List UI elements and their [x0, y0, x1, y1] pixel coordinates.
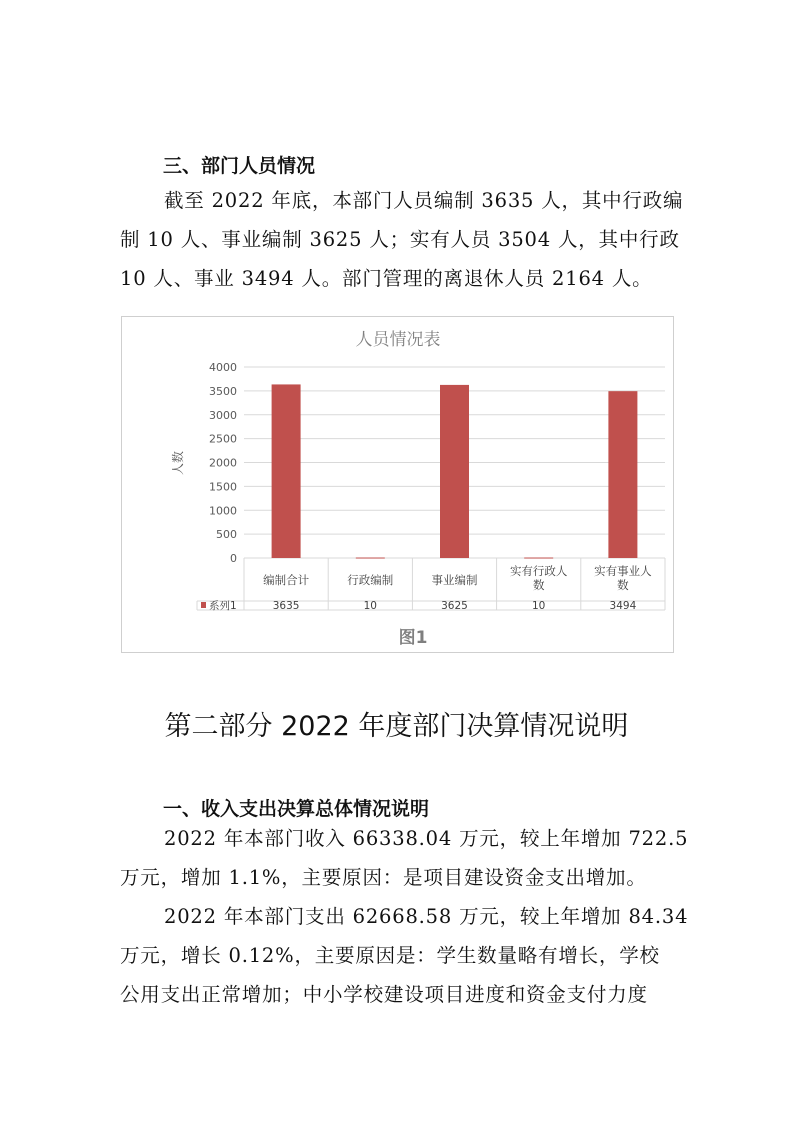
part-title: 第二部分 2022 年度部门决算情况说明	[164, 711, 629, 742]
text-line: 2022 年本部门支出 62668.58 万元，较上年增加 84.34	[164, 905, 689, 928]
data-table-value: 3635	[272, 600, 300, 612]
data-table-value: 10	[532, 600, 546, 612]
y-tick-label: 500	[216, 528, 237, 542]
y-axis-label: 人数	[171, 450, 185, 476]
bar	[356, 558, 385, 559]
category-label: 行政编制	[347, 573, 394, 587]
y-tick-label: 0	[230, 552, 237, 565]
legend-key	[201, 602, 206, 608]
legend-series-name: 系列1	[209, 600, 237, 612]
category-label: 编制合计	[263, 573, 310, 587]
y-tick-label: 3500	[209, 384, 237, 398]
section-heading-personnel: 三、部门人员情况	[163, 155, 316, 177]
data-table-value: 10	[363, 600, 377, 612]
y-tick-label: 2500	[209, 432, 237, 446]
category-label: 事业编制	[431, 573, 478, 587]
bar	[608, 391, 637, 558]
data-table-value: 3625	[441, 600, 468, 612]
y-tick-label: 1000	[209, 504, 237, 518]
personnel-paragraph	[120, 181, 683, 298]
expense-paragraph	[120, 897, 688, 1014]
category-label: 数	[532, 578, 545, 592]
text-line: 10 人、事业 3494 人。部门管理的离退休人员 2164 人。	[120, 267, 653, 290]
y-tick-label: 4000	[209, 361, 237, 374]
text-line: 制 10 人、事业编制 3625 人；实有人员 3504 人，其中行政	[120, 228, 680, 251]
category-label: 实有行政人	[509, 564, 568, 578]
chart-caption: 图1	[398, 628, 428, 648]
personnel-chart	[121, 316, 674, 653]
income-paragraph	[120, 819, 688, 897]
bar	[524, 558, 553, 559]
bar	[272, 384, 301, 558]
bar	[440, 385, 469, 558]
y-tick-label: 1500	[209, 480, 237, 494]
data-table-value: 3494	[609, 600, 637, 612]
chart-title: 人员情况表	[355, 330, 441, 350]
text-line: 2022 年本部门收入 66338.04 万元，较上年增加 722.5	[164, 827, 689, 850]
category-label: 数	[617, 578, 629, 592]
text-line: 公用支出正常增加；中小学校建设项目进度和资金支付力度	[120, 983, 648, 1006]
text-line: 截至 2022 年底，本部门人员编制 3635 人，其中行政编	[164, 189, 684, 212]
text-line: 万元，增长 0.12%，主要原因是：学生数量略有增长，学校	[120, 944, 660, 967]
section-heading-income-expense: 一、收入支出决算总体情况说明	[163, 798, 430, 820]
text-line: 万元，增加 1.1%，主要原因：是项目建设资金支出增加。	[120, 866, 647, 889]
y-tick-label: 3000	[209, 408, 237, 422]
chart-canvas	[122, 317, 675, 654]
category-label: 实有事业人	[594, 564, 652, 578]
y-tick-label: 2000	[209, 456, 237, 470]
